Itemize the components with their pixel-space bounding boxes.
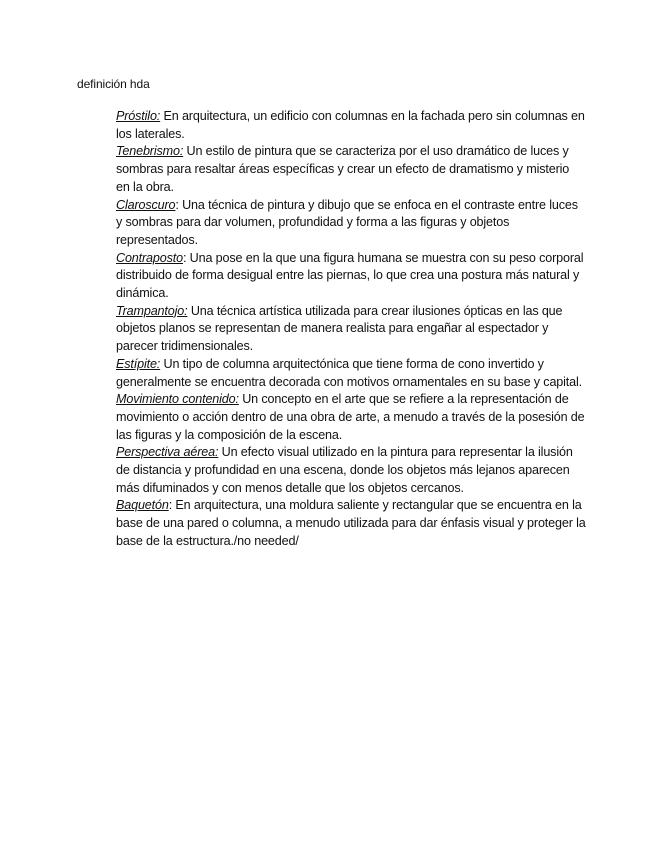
definition-text: Un efecto visual utilizado en la pintura para representar la ilusión de distancia y profundidad en una escena, donde los objetos más lejanos aparecen más difuminados y con menos detalle que los objetos cercanos. bbox=[116, 445, 573, 495]
definition-text: Una técnica artística utilizada para crear ilusiones ópticas en las que objetos planos se representan de manera realista para engañar al espectador y parecer tridimensionales. bbox=[116, 303, 563, 354]
definition-entry-prostilo bbox=[116, 108, 586, 143]
definition-entry-movimiento-contenido bbox=[116, 391, 586, 444]
definition-text: Un concepto en el arte que se refiere a la representación de movimiento o acción dentro de una obra de arte, a menudo a través de la posesión de las figuras y la composición de la escena. bbox=[116, 392, 585, 442]
term-label: Estípite: bbox=[116, 356, 161, 371]
definition-entry-perspectiva-aerea bbox=[116, 444, 586, 497]
term-label: Trampantojo: bbox=[116, 303, 188, 318]
definition-entry-baqueton bbox=[116, 497, 586, 550]
term-label: Contraposto bbox=[116, 250, 183, 265]
definition-text: Un tipo de columna arquitectónica que tiene forma de cono invertido y generalmente se encuentra decorada con motivos ornamentales en su base y capital. bbox=[116, 356, 583, 389]
definition-entry-contraposto bbox=[116, 250, 586, 303]
term-label: Baquetón bbox=[116, 498, 169, 513]
definition-entry-claroscuro bbox=[116, 197, 586, 250]
definition-entry-tenebrismo bbox=[116, 143, 586, 196]
term-label: Claroscuro bbox=[116, 197, 176, 212]
term-label: Tenebrismo: bbox=[116, 144, 184, 159]
definition-entry-trampantojo bbox=[116, 303, 586, 356]
definition-text: : En arquitectura, una moldura saliente y rectangular que se encuentra en la base de una pared o columna, a menudo utilizada para dar énfasis visual y proteger la base de la estructura./no needed/ bbox=[116, 498, 586, 548]
term-label: Próstilo: bbox=[116, 109, 161, 123]
definition-text: : Una técnica de pintura y dibujo que se enfoca en el contraste entre luces y sombras para dar volumen, profundidad y forma a las figuras y objetos representados. bbox=[116, 197, 578, 247]
definition-list bbox=[116, 108, 586, 551]
definition-text: En arquitectura, un edificio con columnas en la fachada pero sin columnas en los laterales. bbox=[116, 109, 585, 141]
term-label: Perspectiva aérea: bbox=[116, 445, 219, 460]
definition-entry-estipite bbox=[116, 356, 586, 391]
definition-text: Un estilo de pintura que se caracteriza por el uso dramático de luces y sombras para resaltar áreas específicas y crear un efecto de dramatismo y misterio en la obra. bbox=[116, 144, 570, 194]
document-title: definición hda bbox=[77, 77, 150, 91]
definition-text: : Una pose en la que una figura humana se muestra con su peso corporal distribuido de forma desigual entre las piernas, lo que crea una postura más natural y dinámica. bbox=[116, 250, 584, 301]
term-label: Movimiento contenido: bbox=[116, 392, 239, 407]
